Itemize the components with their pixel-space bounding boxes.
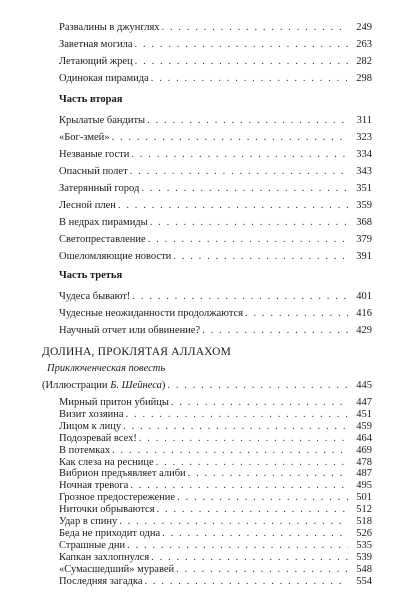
entry-page: 311 xyxy=(356,115,372,126)
toc-entry xyxy=(59,552,372,564)
illustrations-label xyxy=(42,379,165,393)
dot-leader xyxy=(119,516,348,528)
toc-entry xyxy=(59,131,372,145)
toc-entry xyxy=(59,564,372,576)
toc-entry xyxy=(59,457,372,469)
entry-page: 429 xyxy=(356,325,372,336)
toc-entry xyxy=(59,199,372,213)
toc-entry xyxy=(59,516,372,528)
dot-leader xyxy=(156,457,348,469)
entry-page: 379 xyxy=(356,234,372,245)
entry-page: 526 xyxy=(356,527,372,539)
entry-title: Капкан захлопнулся xyxy=(59,551,150,563)
entry-title: В потемках xyxy=(59,444,111,456)
dot-leader xyxy=(167,379,348,393)
entry-title: Затерянный город xyxy=(59,183,140,194)
entry-title: Чудесные неожиданности продолжаются xyxy=(59,308,244,319)
illustrations-prefix: (Иллюстрации xyxy=(42,380,111,391)
entry-title: Одинокая пирамида xyxy=(59,73,149,84)
dot-leader xyxy=(176,564,348,576)
entry-page: 282 xyxy=(356,56,372,67)
dot-leader xyxy=(118,199,348,213)
toc-entry xyxy=(59,148,372,162)
entry-page: 263 xyxy=(356,39,372,50)
toc-entry xyxy=(59,528,372,540)
dot-leader xyxy=(132,290,348,304)
dot-leader xyxy=(162,528,348,540)
entry-title: Светопреставление xyxy=(59,234,146,245)
dot-leader xyxy=(150,216,348,230)
entry-title: Незваные гости xyxy=(59,149,130,160)
entry-page: 539 xyxy=(356,551,372,563)
entry-page: 487 xyxy=(356,468,372,480)
entry-title: «Бог-змей» xyxy=(59,132,110,143)
toc-entry xyxy=(59,216,372,230)
entry-page: 464 xyxy=(356,432,372,444)
dot-leader xyxy=(151,552,348,564)
illustrations-entry xyxy=(42,379,372,393)
toc-entry xyxy=(59,38,372,52)
toc-entry xyxy=(59,540,372,552)
entry-page: 478 xyxy=(356,456,372,468)
toc-entry xyxy=(59,409,372,421)
toc-entry xyxy=(59,233,372,247)
toc-entry xyxy=(59,55,372,69)
entry-title: Мирный притон убийцы xyxy=(59,397,169,408)
entry-title: Подозревай всех! xyxy=(59,432,137,444)
dot-leader xyxy=(131,148,348,162)
entry-title: Летающий жрец xyxy=(59,56,133,67)
entry-title: Ниточки обрываются xyxy=(59,504,155,516)
entry-title: Последняя загадка xyxy=(59,575,143,587)
entry-page: 359 xyxy=(356,200,372,211)
dot-leader xyxy=(130,165,348,179)
dot-leader xyxy=(177,492,348,504)
entry-title: Крылатые бандиты xyxy=(59,115,146,126)
dot-leader xyxy=(151,72,348,86)
entry-page: 416 xyxy=(356,308,372,319)
entry-title: Лицом к лицу xyxy=(59,420,122,432)
entry-page: 334 xyxy=(356,149,372,160)
entry-title: Страшные дни xyxy=(59,539,126,551)
toc-entry xyxy=(59,72,372,86)
story-subtitle: Приключенческая повесть xyxy=(47,363,166,374)
dot-leader xyxy=(141,182,348,196)
dot-leader xyxy=(148,233,348,247)
entry-page: 343 xyxy=(356,166,372,177)
dot-leader xyxy=(135,55,348,69)
dot-leader xyxy=(144,576,348,588)
dot-leader xyxy=(245,307,348,321)
entry-page: 501 xyxy=(356,492,372,504)
entry-title: Развалины в джунглях xyxy=(59,22,160,33)
toc-entry xyxy=(59,421,372,433)
toc-entry xyxy=(59,324,372,338)
entry-page: 535 xyxy=(356,539,372,551)
toc-entry xyxy=(59,576,372,588)
entry-title: «Сумасшедший» муравей xyxy=(59,563,175,575)
entry-page: 391 xyxy=(356,251,372,262)
entry-title: Удар в спину xyxy=(59,516,118,527)
dot-leader xyxy=(202,324,348,338)
toc-entry xyxy=(59,397,372,409)
entry-page: 469 xyxy=(356,444,372,456)
dot-leader xyxy=(157,504,348,516)
entry-page: 451 xyxy=(356,408,372,420)
entry-page: 445 xyxy=(356,380,372,391)
entry-title: Как слеза на реснице xyxy=(59,456,154,468)
dot-leader xyxy=(188,468,348,480)
toc-entry xyxy=(59,445,372,457)
entry-page: 548 xyxy=(356,563,372,575)
dot-leader xyxy=(123,421,348,433)
part-heading: Часть третья xyxy=(59,270,123,281)
dot-leader xyxy=(147,114,348,128)
entry-page: 298 xyxy=(356,73,372,84)
entry-page: 554 xyxy=(356,575,372,587)
dot-leader xyxy=(127,540,348,552)
toc-entry xyxy=(59,433,372,445)
dot-leader xyxy=(139,433,348,445)
toc-entry xyxy=(59,114,372,128)
entry-page: 495 xyxy=(356,480,372,492)
entry-title: Ошеломляющие новости xyxy=(59,251,172,262)
toc-entry xyxy=(59,480,372,492)
entry-title: Чудеса бывают! xyxy=(59,291,131,302)
toc-entry xyxy=(59,182,372,196)
entry-title: Лесной плен xyxy=(59,200,116,211)
entry-page: 401 xyxy=(356,291,372,302)
toc-entry xyxy=(59,250,372,264)
toc-entry xyxy=(59,165,372,179)
toc-entry xyxy=(59,307,372,321)
entry-title: Визит хозяина xyxy=(59,408,124,420)
entry-title: Грозное предостережение xyxy=(59,492,176,504)
entry-title: Вибрион предъявляет алиби xyxy=(59,468,186,480)
entry-page: 512 xyxy=(356,504,372,516)
entry-page: 351 xyxy=(356,183,372,194)
entry-title: Беда не приходит одна xyxy=(59,527,161,539)
toc-entry xyxy=(59,504,372,516)
toc-entry xyxy=(59,21,372,35)
dot-leader xyxy=(135,38,348,52)
dot-leader xyxy=(130,480,348,492)
dot-leader xyxy=(112,131,348,145)
dot-leader xyxy=(171,397,348,409)
dot-leader xyxy=(162,21,348,35)
entry-page: 447 xyxy=(356,397,372,408)
entry-title: Ночная тревога xyxy=(59,480,129,492)
toc-entry xyxy=(59,290,372,304)
entry-title: Научный отчет или обвинение? xyxy=(59,325,201,336)
entry-page: 249 xyxy=(356,22,372,33)
toc-entry xyxy=(59,468,372,480)
entry-title: Опасный полет xyxy=(59,166,128,177)
toc-entry xyxy=(59,492,372,504)
illustrations-suffix: ) xyxy=(161,380,166,391)
dot-leader xyxy=(173,250,348,264)
entry-page: 459 xyxy=(356,420,372,432)
entry-title: В недрах пирамиды xyxy=(59,217,148,228)
illustrations-artist: Б. Шейнеса xyxy=(110,380,162,391)
dot-leader xyxy=(112,445,348,457)
dot-leader xyxy=(126,409,348,421)
entry-page: 518 xyxy=(356,516,372,527)
entry-page: 368 xyxy=(356,217,372,228)
story-title: ДОЛИНА, ПРОКЛЯТАЯ АЛЛАХОМ xyxy=(42,346,232,358)
entry-page: 323 xyxy=(356,132,372,143)
part-heading: Часть вторая xyxy=(59,94,123,105)
entry-title: Заветная могила xyxy=(59,39,133,50)
